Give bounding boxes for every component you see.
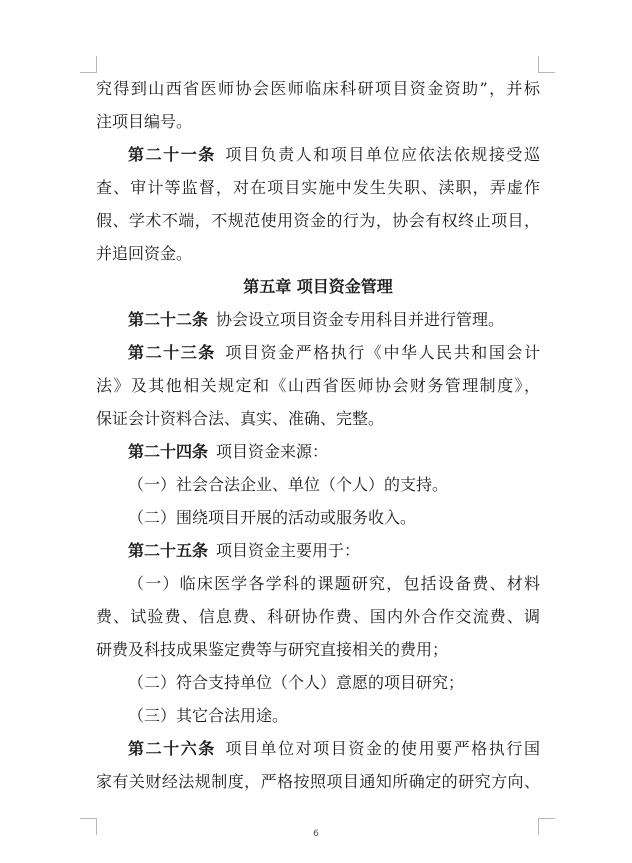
list-item: （三）其它合法用途。 [128, 706, 289, 725]
text-line: 费、试验费、信息费、科研协作费、国内外合作交流费、调 [96, 607, 540, 626]
article-heading: 第二十一条 [128, 145, 216, 164]
article-26-line: 第二十六条 项目单位对项目资金的使用要严格执行国 [128, 739, 540, 758]
chapter-heading: 第五章 项目资金管理 [243, 277, 393, 296]
article-21-line: 第二十一条 项目负责人和项目单位应依法依规接受巡 [128, 145, 540, 164]
article-23-line: 第二十三条 项目资金严格执行《中华人民共和国会计 [128, 343, 540, 362]
text-line: 保证会计资料合法、真实、准确、完整。 [96, 409, 385, 428]
text-line: 家有关财经法规制度，严格按照项目通知所确定的研究方向、 [96, 772, 540, 791]
article-heading: 第二十五条 [128, 541, 209, 560]
article-heading: 第二十二条 [128, 310, 209, 329]
list-item: （一）临床医学各学科的课题研究，包括设备费、材料 [128, 574, 540, 593]
list-item: （二）符合支持单位（个人）意愿的项目研究； [128, 673, 465, 692]
text-line: 查、审计等监督，对在项目实施中发生失职、渎职，弄虚作 [96, 178, 540, 197]
text-line: 法》及其他相关规定和《山西省医师协会财务管理制度》， [96, 376, 540, 395]
text-line: 并追回资金。 [96, 244, 193, 263]
article-heading: 第二十三条 [128, 343, 216, 362]
article-heading: 第二十四条 [128, 442, 209, 461]
article-25-line: 第二十五条 项目资金主要用于： [128, 541, 361, 560]
text-line: 假、学术不端，不规范使用资金的行为，协会有权终止项目， [96, 211, 540, 230]
list-item: （一）社会合法企业、单位（个人）的支持。 [128, 475, 449, 494]
page-number: 6 [313, 829, 319, 839]
crop-mark-top-right [538, 56, 555, 73]
list-item: （二）围绕项目开展的活动或服务收入。 [128, 508, 417, 527]
text-line: 研费及科技成果鉴定费等与研究直接相关的费用； [96, 640, 449, 659]
article-heading: 第二十六条 [128, 739, 216, 758]
crop-mark-top-left [80, 56, 97, 73]
text-line: 注项目编号。 [96, 112, 193, 131]
article-22-line: 第二十二条 协会设立项目资金专用科目并进行管理。 [128, 310, 505, 329]
document-body [96, 72, 540, 798]
text-line: 究得到山西省医师协会医师临床科研项目资金资助”，并标 [96, 79, 540, 98]
article-24-line: 第二十四条 项目资金来源： [128, 442, 329, 461]
